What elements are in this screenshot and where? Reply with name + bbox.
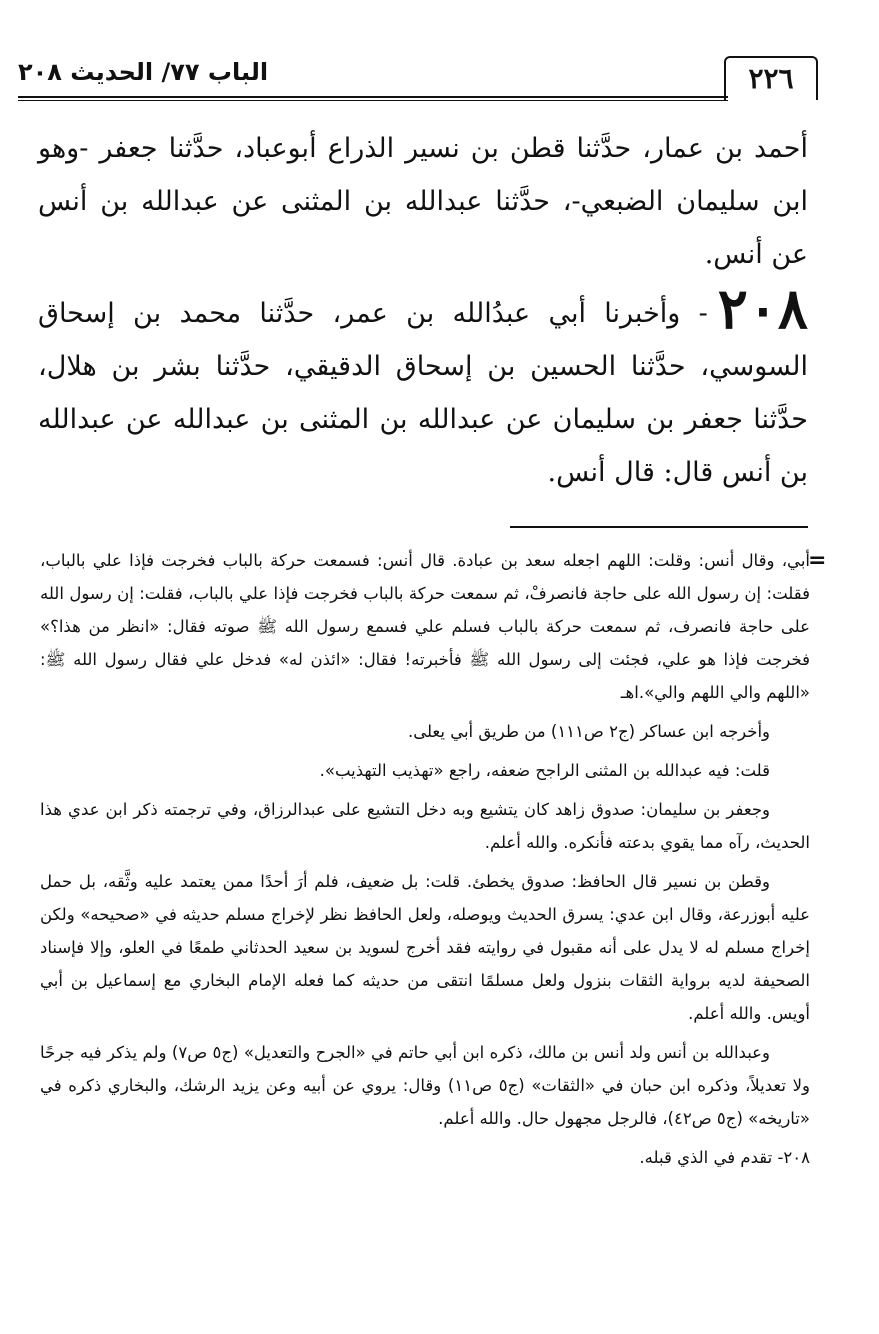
footnote-continuation-mark: = bbox=[808, 548, 827, 573]
footnote-paragraph: وعبدالله بن أنس ولد أنس بن مالك، ذكره ابن أبي حاتم في «الجرح والتعديل» (ج٥ ص٧) ولم يذكر فيه جرحًا ولا تعديلاً، وذكره ابن حبان في «الثقات» (ج٥ ص١١) وقال: يروي عن أبيه وعن يزيد الرشك، والبخاري ذكره في «تاريخه» (ج٥ ص٤٢)، فالرجل مجهول حال. والله أعلم. bbox=[40, 1043, 811, 1128]
main-text bbox=[38, 122, 808, 499]
isnad-continuation: أحمد بن عمار، حدَّثنا قطن بن نسير الذراع أبوعباد، حدَّثنا جعفر -وهو ابن سليمان الضبعي-، حدَّثنا عبدالله بن المثنى عن عبدالله بن أنس عن أنس. bbox=[38, 133, 808, 270]
page-number: ٢٢٦ bbox=[724, 56, 818, 100]
footnote-paragraph: وجعفر بن سليمان: صدوق زاهد كان يتشيع وبه دخل التشيع على عبدالرزاق، وفي ترجمته ذكر ابن عدي هذا الحديث، رآه مما يقوي بدعته فأنكره. والله أعلم. bbox=[40, 800, 810, 852]
header-rule bbox=[18, 96, 728, 98]
hadith-number: ٢٠٨ bbox=[717, 276, 808, 342]
header-rule-thin bbox=[18, 100, 728, 101]
hadith-paragraph bbox=[38, 276, 808, 499]
footnote-paragraph: وأخرجه ابن عساكر (ج٢ ص١١١) من طريق أبي يعلى. bbox=[407, 722, 770, 741]
hadith-text: - وأخبرنا أبي عبدُالله بن عمر، حدَّثنا محمد بن إسحاق السوسي، حدَّثنا الحسين بن إسحاق الدقيقي، حدَّثنا بشر بن هلال، حدَّثنا جعفر بن سليمان عن عبدالله بن المثنى بن عبدالله عن عبدالله بن أنس قال: قال أنس. bbox=[38, 298, 808, 488]
chapter-title: الباب ٧٧/ الحديث ٢٠٨ bbox=[18, 58, 269, 86]
footnote-paragraph: قلت: فيه عبدالله بن المثنى الراجح ضعفه، راجع «تهذيب التهذيب». bbox=[319, 761, 770, 780]
footnotes bbox=[40, 544, 810, 1180]
page-header bbox=[18, 56, 818, 100]
footnote-paragraph: وقطن بن نسير قال الحافظ: صدوق يخطئ. قلت: بل ضعيف، فلم أرَ أحدًا ممن يعتمد عليه وثَّقه، بل حمل عليه أبوزرعة، وقال ابن عدي: يسرق الحديث ويوصله، ولعل الحافظ نظر لإخراج مسلم حديثه في «صحيحه» ولكن إخراج مسلم له لا يدل على أنه مقبول في روايته فقد أخرج لسويد بن سعيد الحدثاني طمعًا في العلو، وإلا فإسناد الصحيفة لديه برواية الثقات بنزول ولعل مسلمًا انتقى من حديثه كما فعله الإمام البخاري مع إسماعيل بن أبي أويس. والله أعلم. bbox=[40, 872, 810, 1023]
footnote-hadith-note: ٢٠٨- تقدم في الذي قبله. bbox=[639, 1148, 810, 1167]
footnote-paragraph: أبي، وقال أنس: وقلت: اللهم اجعله سعد بن عبادة. قال أنس: فسمعت حركة بالباب فخرجت فإذا علي بالباب، فقلت: إن رسول الله على حاجة فانصرفْ، ثم سمعت حركة بالباب فخرجت فإذا علي بالباب، فقلت: إن رسول الله على حاجة فانصرف، ثم سمعت حركة بالباب فسلم علي فسمع رسول الله ﷺ صوته فقال: «انظر من هذا؟» فخرجت فإذا هو علي، فجئت إلى رسول الله ﷺ فأخبرته! فقال: «ائذن له» فدخل علي فقال رسول الله ﷺ: «اللهم والي اللهم والي».اهـ bbox=[40, 551, 810, 702]
footnote-separator bbox=[510, 526, 808, 528]
